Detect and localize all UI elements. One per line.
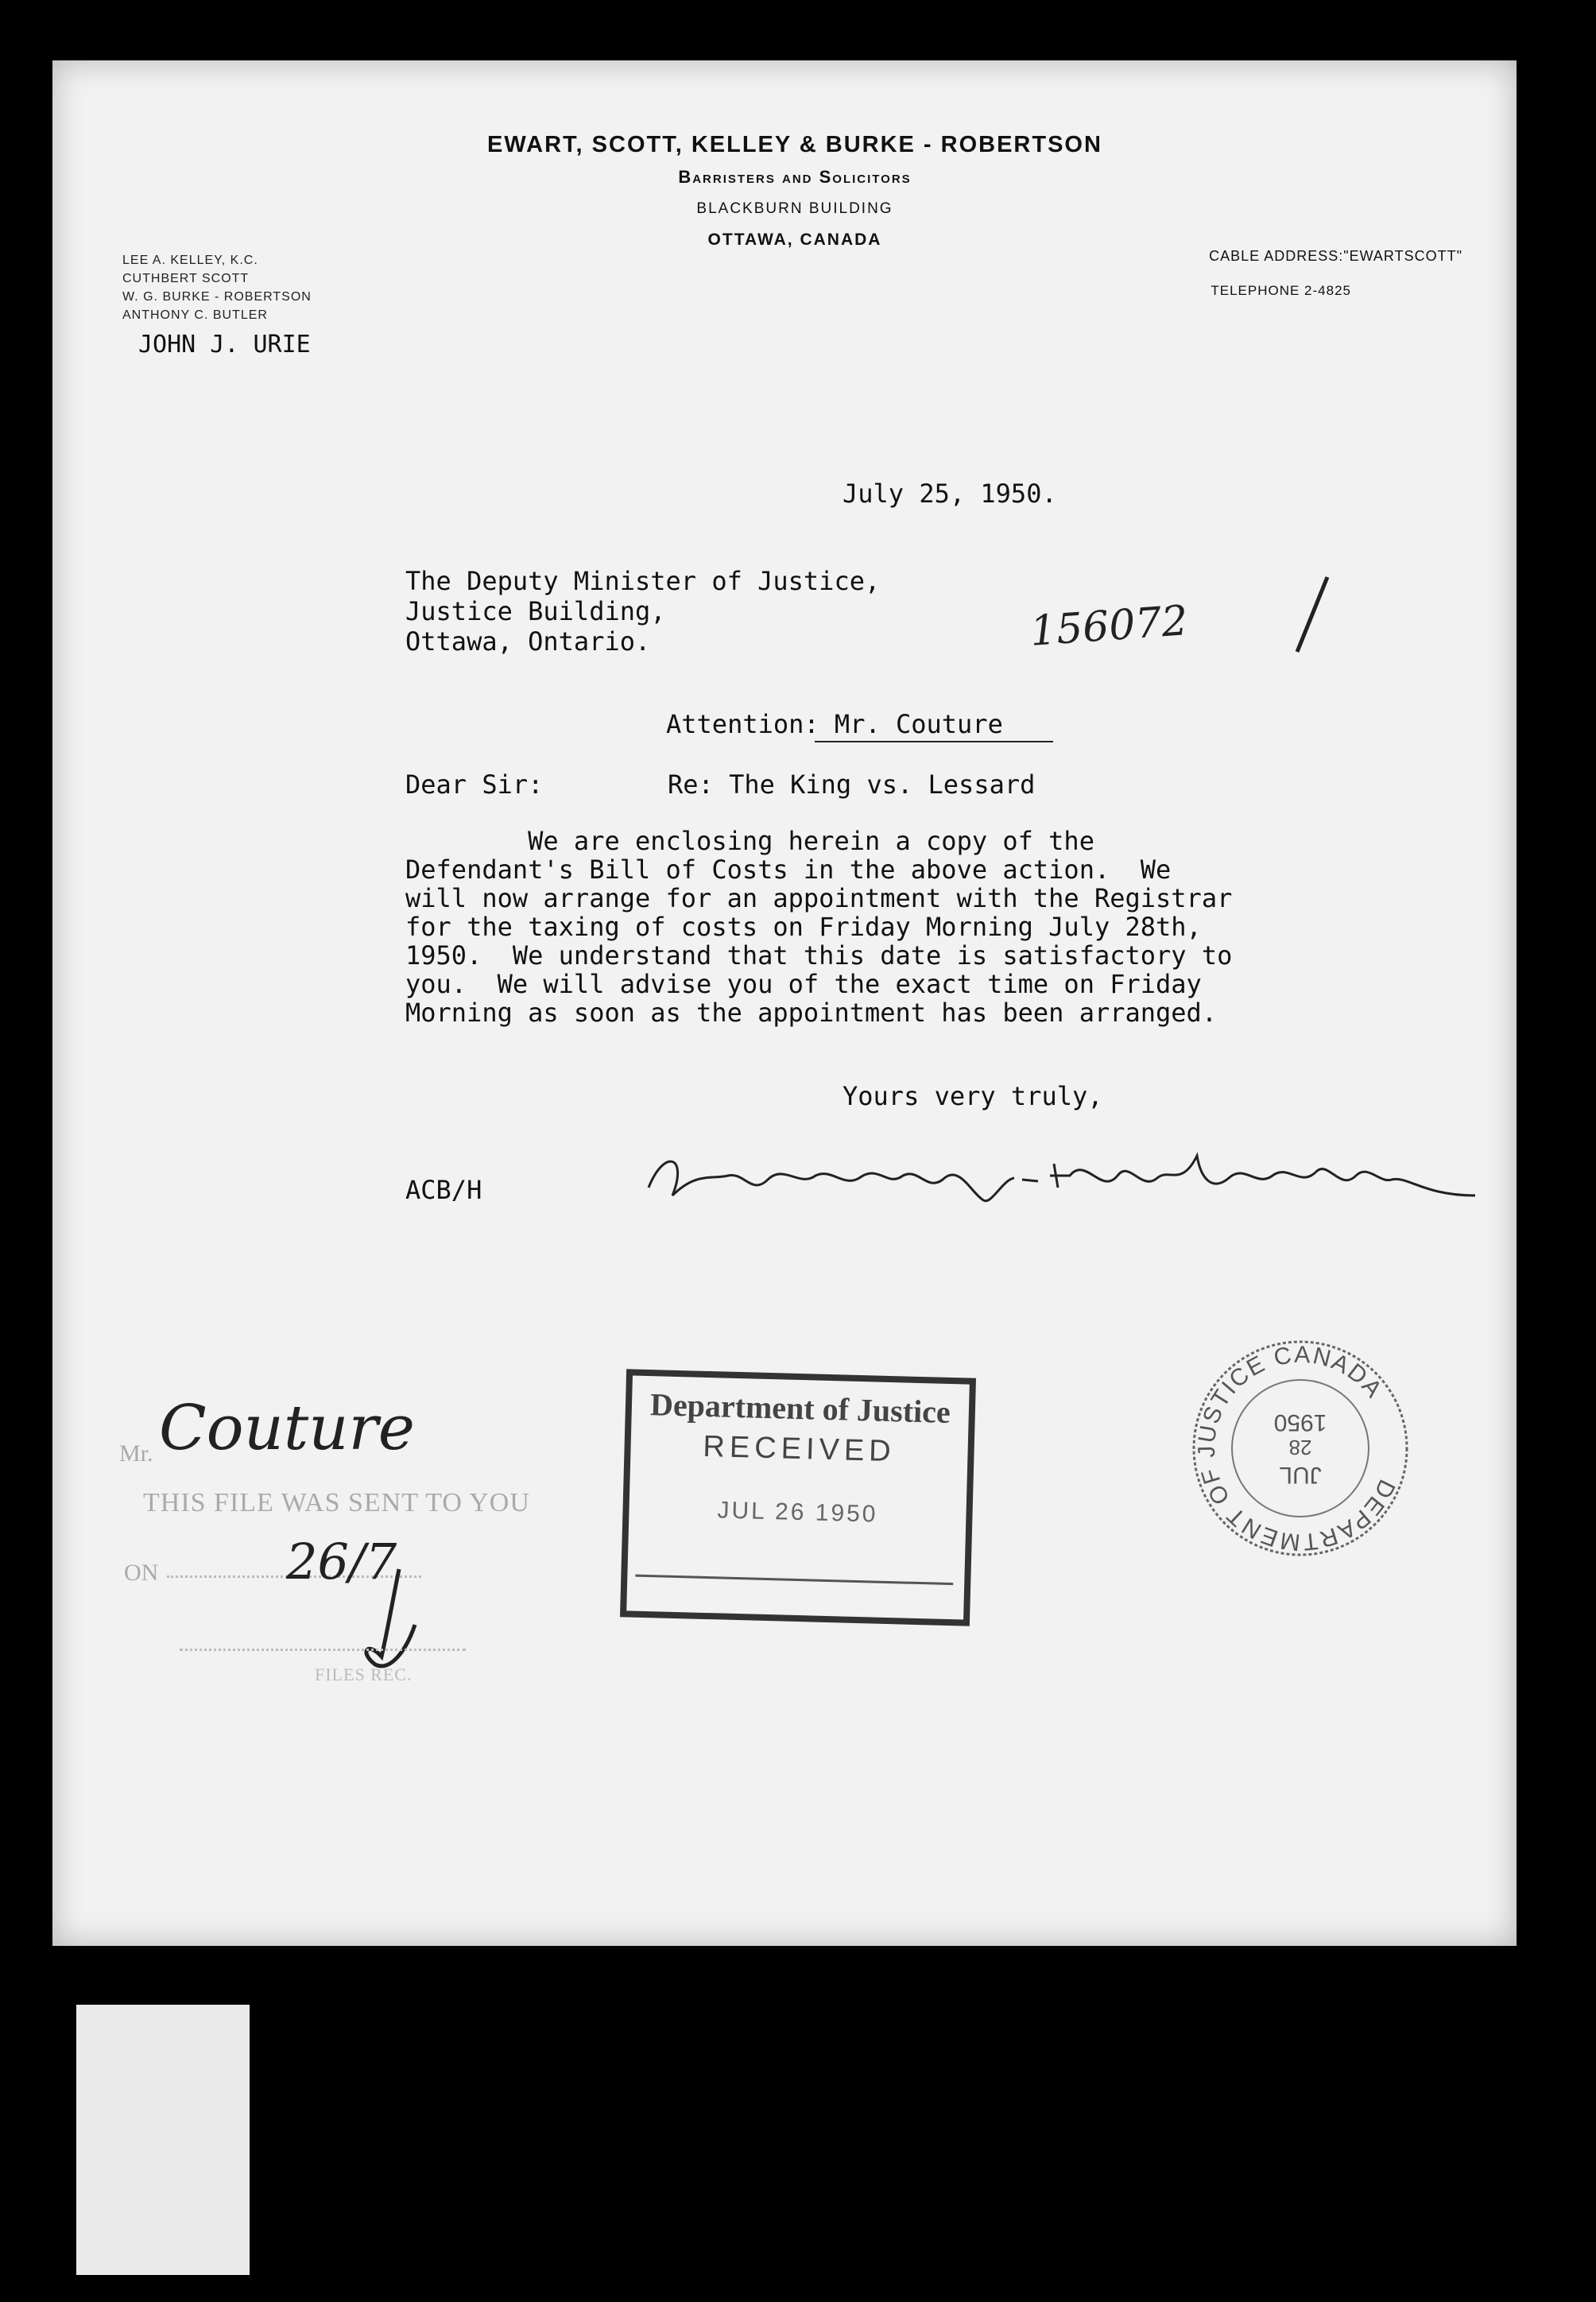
handwritten-mark — [343, 1561, 431, 1680]
firm-subtitle: Barristers and Solicitors — [678, 167, 912, 187]
on-date: 26/7 — [286, 1533, 397, 1591]
letter-body — [405, 827, 1232, 1027]
received-stamp — [620, 1369, 976, 1626]
letter-date: July 25, 1950. — [843, 479, 1057, 509]
telephone: TELEPHONE 2-4825 — [1211, 283, 1351, 298]
file-number: 156072 — [1028, 597, 1190, 656]
stamp-received: RECEIVED — [702, 1429, 897, 1469]
on-label: ON — [124, 1560, 159, 1586]
body-line: 1950. We understand that this date is satisfactory to — [405, 940, 1233, 971]
closing: Yours very truly, — [843, 1081, 1103, 1111]
typist-initials: ACB/H — [405, 1175, 482, 1205]
partner-name: W. G. BURKE - ROBERTSON — [122, 290, 312, 304]
firm-building: BLACKBURN BUILDING — [696, 200, 893, 217]
mr-label: Mr. — [119, 1440, 153, 1467]
seal-month: JUL — [1279, 1462, 1322, 1488]
file-sent-text: THIS FILE WAS SENT TO YOU — [143, 1488, 530, 1517]
addressee-line: The Deputy Minister of Justice, — [405, 566, 881, 596]
files-line — [180, 1649, 466, 1651]
addressee-line: Justice Building, — [405, 596, 666, 626]
firm-city: OTTAWA, CANADA — [707, 231, 882, 249]
attention-underline — [815, 739, 1053, 746]
body-line: Defendant's Bill of Costs in the above action. We — [405, 855, 1172, 885]
signature — [641, 1132, 1483, 1219]
body-line: Morning as soon as the appointment has been arranged. — [405, 998, 1218, 1028]
body-line: will now arrange for an appointment with the Registrar — [405, 883, 1233, 913]
salutation: Dear Sir: — [405, 769, 544, 800]
recipient-name: Couture — [159, 1393, 415, 1464]
stamp-date: JUL 26 1950 — [717, 1497, 878, 1528]
addressee-block — [405, 566, 880, 657]
check-mark — [1280, 572, 1343, 660]
body-line: you. We will advise you of the exact time on Friday — [405, 969, 1202, 999]
firm-name: EWART, SCOTT, KELLEY & BURKE - ROBERTSON — [487, 132, 1102, 157]
stamp-rule — [635, 1575, 953, 1585]
partner-typed: JOHN J. URIE — [138, 331, 311, 358]
partner-name: ANTHONY C. BUTLER — [122, 308, 268, 322]
partner-name: CUTHBERT SCOTT — [122, 272, 250, 285]
partner-name: LEE A. KELLEY, K.C. — [122, 254, 258, 267]
files-rec-label: FILES REC. — [315, 1664, 413, 1684]
re-line: Re: The King vs. Lessard — [668, 769, 1036, 800]
cable-address: CABLE ADDRESS:"EWARTSCOTT" — [1209, 248, 1462, 264]
body-line: We are enclosing herein a copy of the — [405, 826, 1094, 856]
stamp-department: Department of Justice — [649, 1386, 951, 1430]
attention-line: Attention: Mr. Couture — [666, 709, 1003, 739]
seal-day: 28 — [1288, 1436, 1312, 1459]
body-line: for the taxing of costs on Friday Morning July 28th, — [405, 912, 1202, 942]
file-tab — [76, 2005, 250, 2275]
seal-text: DEPARTMENT OF JUSTICE CANADA — [1193, 1341, 1400, 1556]
department-seal — [1191, 1339, 1410, 1558]
seal-year: 1950 — [1273, 1409, 1327, 1436]
addressee-line: Ottawa, Ontario. — [405, 626, 651, 657]
partner-list — [122, 251, 312, 324]
